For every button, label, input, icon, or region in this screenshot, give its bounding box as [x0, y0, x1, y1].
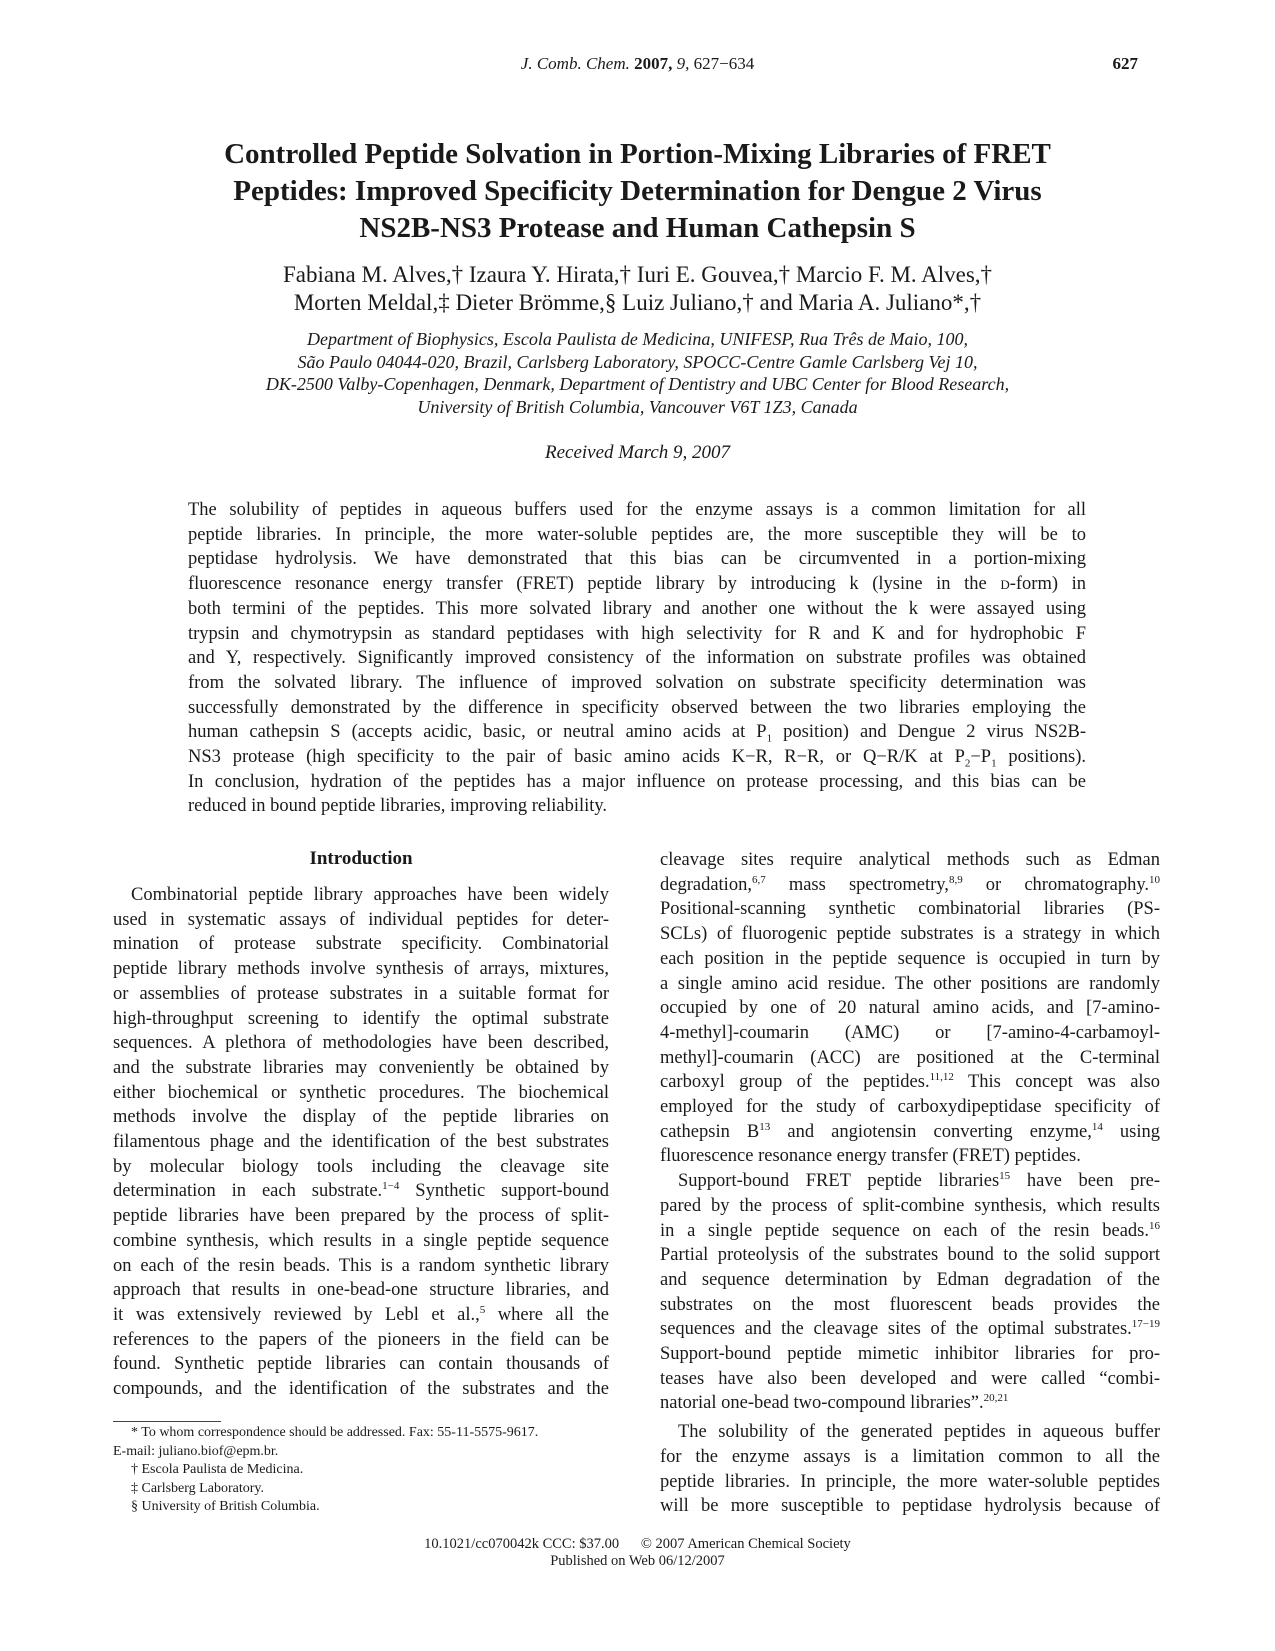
footnote: ‡ Carlsberg Laboratory. [131, 1480, 264, 1496]
section-heading: Introduction [309, 848, 413, 869]
text-run: mass spectrometry, [765, 874, 949, 895]
text-run: −P [970, 747, 992, 768]
body-line: Partial proteolysis of the substrates bound to the solid support [660, 1245, 1160, 1266]
body-line: sequences. A plethora of methodologies have been described, [113, 1033, 609, 1054]
small-caps-d: d [1000, 574, 1010, 595]
citation: 13 [759, 1120, 771, 1133]
citation: 14 [1091, 1120, 1103, 1133]
text-run: have been pre- [1010, 1171, 1160, 1192]
body-line: approach that results in one-bead-one structure libraries, and [113, 1280, 609, 1301]
body-line: Combinatorial peptide library approaches have been widely [131, 885, 609, 905]
footnotes [113, 1424, 613, 1517]
text-run: carboxyl group of the peptides. [660, 1072, 930, 1093]
text-run: it was extensively reviewed by Lebl et al., [113, 1304, 480, 1325]
abstract [188, 498, 1086, 819]
title-line: Peptides: Improved Specificity Determination for Dengue 2 Virus [233, 175, 1042, 207]
citation: 6,7 [751, 873, 766, 886]
body-line [660, 1120, 1160, 1145]
body-line: peptide libraries. In principle, the more water-soluble peptides [660, 1471, 1160, 1492]
title-line: Controlled Peptide Solvation in Portion-Mixing Libraries of FRET [224, 138, 1051, 170]
page-number: 627 [1112, 54, 1138, 73]
text-run: fluorescence resonance energy transfer (FRET) peptide library by introducing k (lysine in the [188, 574, 1001, 595]
subscript: 1 [991, 757, 997, 770]
body-line: a single amino acid residue. The other positions are randomly [660, 973, 1160, 994]
body-line [113, 1303, 609, 1328]
body-line: substrates on the most fluorescent beads provides the [660, 1294, 1160, 1315]
abstract-line: peptide libraries. In principle, the more water-soluble peptides are, the more susceptible they will be to [188, 524, 1086, 545]
abstract-line: trypsin and chymotrypsin as standard peptidases with high selectivity for R and K and for hydrophobic F [188, 623, 1086, 644]
text-run: Support-bound FRET peptide libraries [678, 1171, 1000, 1192]
affiliation-line: University of British Columbia, Vancouver V6T 1Z3, Canada [417, 396, 858, 417]
affiliations [150, 328, 1125, 418]
body-line: fluorescence resonance energy transfer (FRET) peptides. [660, 1146, 1081, 1167]
body-line: methods involve the display of the peptide libraries on [113, 1107, 609, 1128]
text-run: human cathepsin S (accepts acidic, basic, or neutral amino acids at P [188, 722, 767, 743]
citation: 10 [1149, 873, 1160, 886]
author-line: Fabiana M. Alves,† Izaura Y. Hirata,† Iuri E. Gouvea,† Marcio F. M. Alves,† [282, 262, 993, 287]
journal-pages: 627−634 [693, 54, 755, 73]
affiliation-line: Department of Biophysics, Escola Paulista de Medicina, UNIFESP, Rua Três de Maio, 100, [306, 329, 969, 349]
citation: 5 [479, 1303, 486, 1316]
body-line [660, 873, 1160, 898]
citation: 1−4 [382, 1180, 400, 1193]
abstract-line: successfully demonstrated by the difference in specificity observed between the two libraries employing the [188, 697, 1086, 718]
abstract-line [188, 745, 1086, 770]
body-line: filamentous phage and the identification of the best substrates [113, 1132, 609, 1153]
citation: 16 [1149, 1219, 1160, 1232]
body-line [660, 1317, 1160, 1342]
text-run: -form) in [1009, 574, 1086, 595]
body-line [660, 1391, 1160, 1416]
text-run: natorial one-bead two-compound libraries”. [660, 1393, 984, 1414]
body-line: mination of protease substrate specificity. Combinatorial [113, 934, 609, 955]
subscript: 2 [964, 757, 971, 770]
affiliation-line: DK-2500 Valby-Copenhagen, Denmark, Department of Dentistry and UBC Center for Blood Research, [265, 374, 1010, 394]
body-line: combine synthesis, which results in a single peptide sequence [113, 1230, 609, 1251]
body-line: references to the papers of the pioneers in the field can be [113, 1329, 609, 1350]
journal-name: J. Comb. Chem. [520, 54, 630, 73]
footnote: † Escola Paulista de Medicina. [131, 1462, 304, 1477]
affiliation-line: São Paulo 04044-020, Brazil, Carlsberg Laboratory, SPOCC-Centre Gamle Carlsberg Vej 10, [297, 351, 978, 372]
abstract-line: and Y, respectively. Significantly improved consistency of the information on substrate profiles was obtained [188, 648, 1086, 669]
body-line: SCLs) of fluorogenic peptide substrates is a strategy in which [660, 924, 1160, 945]
body-line: Positional-scanning synthetic combinatorial libraries (PS- [660, 899, 1160, 920]
citation: 8,9 [948, 873, 963, 886]
body-line [660, 1070, 1160, 1095]
footnote: * To whom correspondence should be addressed. Fax: 55-11-5575-9617. [131, 1425, 539, 1440]
text-run: where all the [485, 1304, 609, 1325]
abstract-line: both termini of the peptides. This more solvated library and another one without the k were assayed using [188, 598, 1086, 619]
subscript: 1 [766, 733, 773, 746]
body-line: compounds, and the identification of the substrates and the [113, 1379, 609, 1400]
body-line: teases have also been developed and were called “combi- [660, 1368, 1160, 1389]
abstract-line: The solubility of peptides in aqueous buffers used for the enzyme assays is a common limitation for all [188, 500, 1086, 520]
citation: 15 [999, 1169, 1011, 1182]
text-run: NS3 protease (high specificity to the pair of basic amino acids K−R, R−R, or Q−R/K at P [188, 747, 965, 768]
text-run: and angiotensin converting enzyme, [770, 1121, 1092, 1142]
body-line [113, 1179, 609, 1204]
abstract-line: In conclusion, hydration of the peptides has a major influence on protease processing, and this bias can be [188, 771, 1086, 792]
author-line: Morten Meldal,‡ Dieter Brömme,§ Luiz Juliano,† and Maria A. Juliano*,† [293, 290, 982, 315]
body-line: for the enzyme assays is a limitation common to all the [660, 1446, 1160, 1467]
journal-volume: 9, [676, 54, 690, 73]
body-line: The solubility of the generated peptides in aqueous buffer [678, 1422, 1160, 1443]
body-line: Support-bound peptide mimetic inhibitor libraries for pro- [660, 1344, 1160, 1365]
abstract-line [188, 572, 1086, 597]
body-line: 4-methyl]-coumarin (AMC) or [7-amino-4-carbamoyl- [660, 1022, 1160, 1043]
body-line [660, 1169, 1160, 1194]
footnote-divider [113, 1421, 221, 1422]
citation: 20,21 [983, 1392, 1009, 1405]
footnote: E-mail: juliano.biof@epm.br. [113, 1443, 279, 1459]
body-line: methyl]-coumarin (ACC) are positioned at the C-terminal [660, 1047, 1160, 1068]
abstract-line [188, 720, 1086, 745]
body-line: will be more susceptible to peptidase hydrolysis because of [660, 1496, 1160, 1517]
body-line: found. Synthetic peptide libraries can contain thousands of [113, 1354, 609, 1375]
body-line: on each of the resin beads. This is a random synthetic library [113, 1255, 609, 1276]
published-date: Published on Web 06/12/2007 [550, 1553, 725, 1569]
received-date: Received March 9, 2007 [545, 442, 730, 463]
text-run: using [1102, 1121, 1161, 1142]
abstract-line: reduced in bound peptide libraries, improving reliability. [188, 796, 608, 817]
text-run: in a single peptide sequence on each of the resin beads. [660, 1220, 1149, 1241]
running-header [0, 54, 1275, 74]
article-title [150, 136, 1125, 247]
body-line: or assemblies of protease substrates in a suitable format for [113, 983, 609, 1004]
citation: 17−19 [1131, 1318, 1160, 1331]
body-line: and the substrate libraries may conveniently be obtained by [113, 1057, 609, 1078]
text-run: sequences and the cleavage sites of the optimal substrates. [660, 1319, 1132, 1340]
text-run: or chromatography. [962, 874, 1149, 895]
text-run: position) and Dengue 2 virus NS2B- [772, 722, 1086, 743]
text-run: degradation, [660, 874, 752, 895]
body-line: peptide libraries have been prepared by the process of split- [113, 1206, 609, 1227]
author-list [150, 261, 1125, 317]
right-column [660, 848, 1160, 1519]
body-line: high-throughput screening to identify the optimal substrate [113, 1008, 609, 1029]
left-column [113, 883, 609, 1402]
body-line: by molecular biology tools including the cleavage site [113, 1156, 609, 1177]
citation: 11,12 [929, 1071, 954, 1084]
journal-year: 2007, [634, 54, 673, 73]
body-line: cleavage sites require analytical methods such as Edman [660, 850, 1160, 870]
body-line: used in systematic assays of individual peptides for deter- [113, 909, 609, 930]
footnote: § University of British Columbia. [131, 1499, 320, 1514]
title-line: NS2B-NS3 Protease and Human Cathepsin S [359, 212, 916, 244]
text-run: This concept was also [953, 1072, 1161, 1093]
abstract-line: peptidase hydrolysis. We have demonstrated that this bias can be circumvented in a portion-mixing [188, 549, 1086, 570]
abstract-line: from the solvated library. The influence of improved solvation on substrate specificity determination was [188, 672, 1086, 693]
body-line [660, 1219, 1160, 1244]
text-run: Synthetic support-bound [399, 1181, 609, 1202]
text-run: cathepsin B [660, 1121, 760, 1142]
page-footer [0, 1536, 1275, 1570]
body-line: peptide library methods involve synthesis of arrays, mixtures, [113, 959, 609, 980]
doi-copyright-line: 10.1021/cc070042k CCC: $37.00 © 2007 American Chemical Society [424, 1536, 851, 1552]
text-run: positions). [996, 747, 1087, 768]
body-line: either biochemical or synthetic procedures. The biochemical [113, 1082, 609, 1103]
text-run: determination in each substrate. [113, 1181, 383, 1202]
body-line: each position in the peptide sequence is occupied in turn by [660, 948, 1160, 969]
body-line: employed for the study of carboxydipeptidase specificity of [660, 1097, 1160, 1118]
body-line: occupied by one of 20 natural amino acids, and [7-amino- [660, 998, 1160, 1019]
body-line: pared by the process of split-combine synthesis, which results [660, 1195, 1160, 1216]
body-line: and sequence determination by Edman degradation of the [660, 1269, 1160, 1290]
